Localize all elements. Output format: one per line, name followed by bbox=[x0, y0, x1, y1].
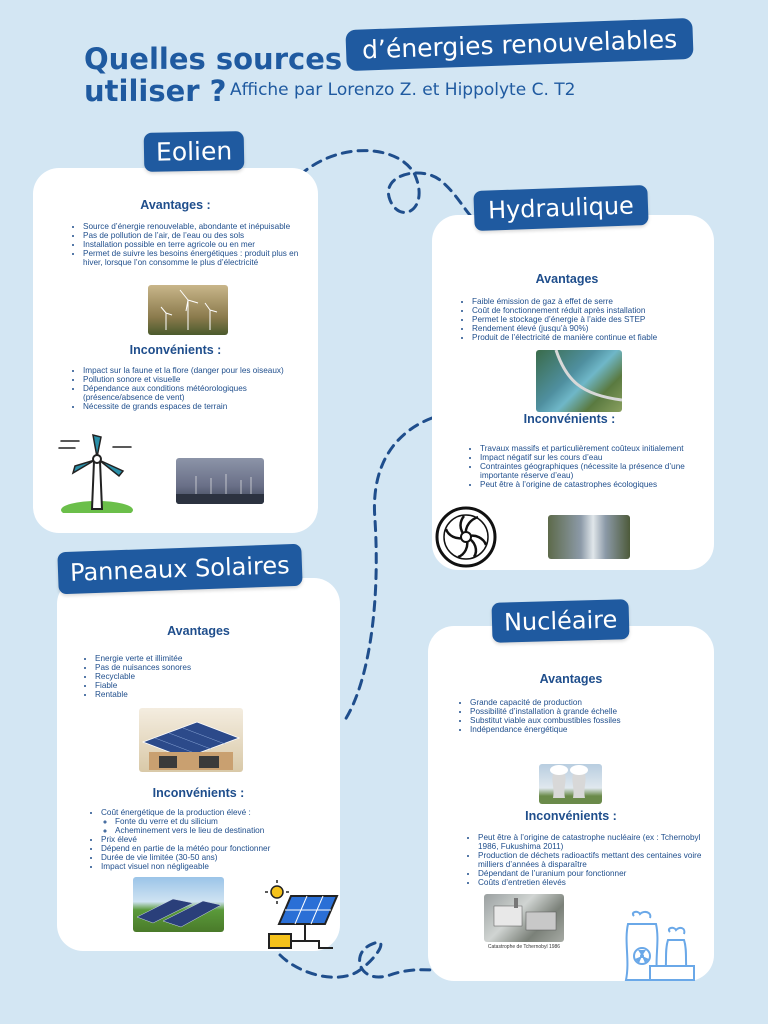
solaire-advantages-list bbox=[85, 654, 315, 699]
author-credit: Affiche par Lorenzo Z. et Hippolyte C. T2 bbox=[230, 80, 576, 100]
nucleaire-title-pill: Nucléaire bbox=[491, 599, 629, 643]
solaire-disadvantages-list bbox=[91, 808, 336, 871]
nucleaire-disadvantages-list bbox=[468, 833, 713, 887]
list-item: • Nécessite de grands espaces de terrain bbox=[83, 402, 303, 411]
wind-farm-field-photo bbox=[176, 458, 264, 504]
nucleaire-advantages-heading: Avantages bbox=[539, 672, 603, 686]
list-item: • Energie verte et illimitée bbox=[95, 654, 315, 663]
list-item: • Pas de nuisances sonores bbox=[95, 663, 315, 672]
list-item: • Dépendant de l’uranium pour fonctionner bbox=[478, 869, 713, 878]
list-item: • Produit de l’électricité de manière continue et fiable bbox=[472, 333, 702, 342]
cooling-towers-art bbox=[539, 764, 602, 804]
list-item: • Source d’énergie renouvelable, abondante et inépuisable bbox=[83, 222, 303, 231]
list-item-text: Coût énergétique de la production élevé : bbox=[101, 808, 251, 817]
list-item: • Pollution sonore et visuelle bbox=[83, 375, 303, 384]
eolien-title-pill: Eolien bbox=[144, 131, 245, 172]
list-item: • Dépendance aux conditions météorologiques (présence/absence de vent) bbox=[83, 384, 303, 402]
chernobyl-art bbox=[484, 894, 564, 942]
solaire-advantages-heading: Avantages bbox=[167, 624, 230, 638]
water-turbine-icon bbox=[434, 505, 498, 569]
dam-aerial-photo bbox=[536, 350, 622, 412]
list-item: ◦ Fonte du verre et du silicium bbox=[115, 817, 336, 826]
list-item: • Substitut viable aux combustibles fossiles bbox=[470, 716, 700, 725]
list-item: • Contraintes géographiques (nécessite la présence d’une importante réserve d’eau) bbox=[480, 462, 705, 480]
list-item: • Dépend en partie de la météo pour fonctionner bbox=[101, 844, 336, 853]
hydraulique-advantages-list bbox=[462, 297, 702, 342]
solar-farm-art bbox=[133, 877, 224, 932]
page-title-line1: Quelles sources bbox=[84, 42, 343, 76]
list-item: • Coût de fonctionnement réduit après installation bbox=[472, 306, 702, 315]
eolien-disadvantages-list bbox=[73, 366, 303, 411]
list-item: • Faible émission de gaz à effet de serre bbox=[472, 297, 702, 306]
list-item: • Rentable bbox=[95, 690, 315, 699]
list-item: • Production de déchets radioactifs mettant des centaines voire milliers d’années à disparaître bbox=[478, 851, 713, 869]
hydraulique-disadvantages-heading: Inconvénients : bbox=[523, 412, 616, 426]
solar-roof-house-photo bbox=[139, 708, 243, 772]
list-item: • Possibilité d’installation à grande échelle bbox=[470, 707, 700, 716]
solaire-disadvantages-heading: Inconvénients : bbox=[152, 786, 245, 800]
dam-spillway-photo bbox=[548, 515, 630, 559]
list-item: • Coûts d’entretien élevés bbox=[478, 878, 713, 887]
list-item: • Rendement élevé (jusqu’à 90%) bbox=[472, 324, 702, 333]
list-item: • Impact visuel non négligeable bbox=[101, 862, 336, 871]
list-item: • Travaux massifs et particulièrement coûteux initialement bbox=[480, 444, 705, 453]
list-item: • Peut être à l’origine de catastrophes écologiques bbox=[480, 480, 705, 489]
eolien-advantages-heading: Avantages : bbox=[140, 198, 211, 212]
subtitle-pill: d’énergies renouvelables bbox=[345, 18, 693, 71]
list-item: • Peut être à l’origine de catastrophe nucléaire (ex : Tchernobyl 1986, Fukushima 2011) bbox=[478, 833, 713, 851]
list-item: • Permet le stockage d’énergie à l’aide des STEP bbox=[472, 315, 702, 324]
list-item: • Impact sur la faune et la flore (danger pour les oiseaux) bbox=[83, 366, 303, 375]
solaire-sub-list bbox=[101, 817, 336, 835]
list-item: • Installation possible en terre agricole ou en mer bbox=[83, 240, 303, 249]
list-item: • Fiable bbox=[95, 681, 315, 690]
solar-farm-photo bbox=[133, 877, 224, 932]
wind-turbine-photo-art bbox=[148, 285, 228, 335]
list-item: • Grande capacité de production bbox=[470, 698, 700, 707]
list-item: • Recyclable bbox=[95, 672, 315, 681]
list-item: ◦ Acheminement vers le lieu de destination bbox=[115, 826, 336, 835]
page-title-line2: utiliser ? bbox=[84, 74, 227, 108]
eolien-advantages-list bbox=[73, 222, 303, 267]
nucleaire-advantages-list bbox=[460, 698, 700, 734]
wind-turbine-icon bbox=[57, 433, 137, 513]
hydraulique-disadvantages-list bbox=[470, 444, 705, 489]
solaire-title-pill: Panneaux Solaires bbox=[57, 544, 302, 594]
chernobyl-aerial-photo bbox=[484, 894, 564, 942]
eolien-card bbox=[33, 168, 318, 533]
list-item: • Pas de pollution de l’air, de l’eau ou des sols bbox=[83, 231, 303, 240]
nucleaire-disadvantages-heading: Inconvénients : bbox=[525, 809, 617, 823]
list-item: • Impact négatif sur les cours d’eau bbox=[480, 453, 705, 462]
solar-panel-icon bbox=[263, 880, 343, 952]
hydraulique-advantages-heading: Avantages bbox=[535, 272, 599, 286]
wind-turbines-distant-art bbox=[176, 458, 264, 504]
list-item: • Prix élevé bbox=[101, 835, 336, 844]
hydraulique-title-pill: Hydraulique bbox=[473, 185, 648, 231]
dam-art bbox=[536, 350, 622, 412]
chernobyl-photo-caption: Catastrophe de Tchernobyl 1986 bbox=[487, 944, 561, 950]
eolien-disadvantages-heading: Inconvénients : bbox=[129, 343, 222, 357]
list-item: • Durée de vie limitée (30-50 ans) bbox=[101, 853, 336, 862]
nuclear-plant-icon bbox=[620, 910, 700, 982]
list-item: • Indépendance énergétique bbox=[470, 725, 700, 734]
list-item bbox=[101, 808, 336, 835]
list-item: • Permet de suivre les besoins énergétiques : produit plus en hiver, lorsque l’on consomme le plus d’électricité bbox=[83, 249, 303, 267]
nuclear-plant-photo bbox=[539, 764, 602, 804]
solar-roof-art bbox=[139, 708, 243, 772]
wind-farm-sunset-photo bbox=[148, 285, 228, 335]
